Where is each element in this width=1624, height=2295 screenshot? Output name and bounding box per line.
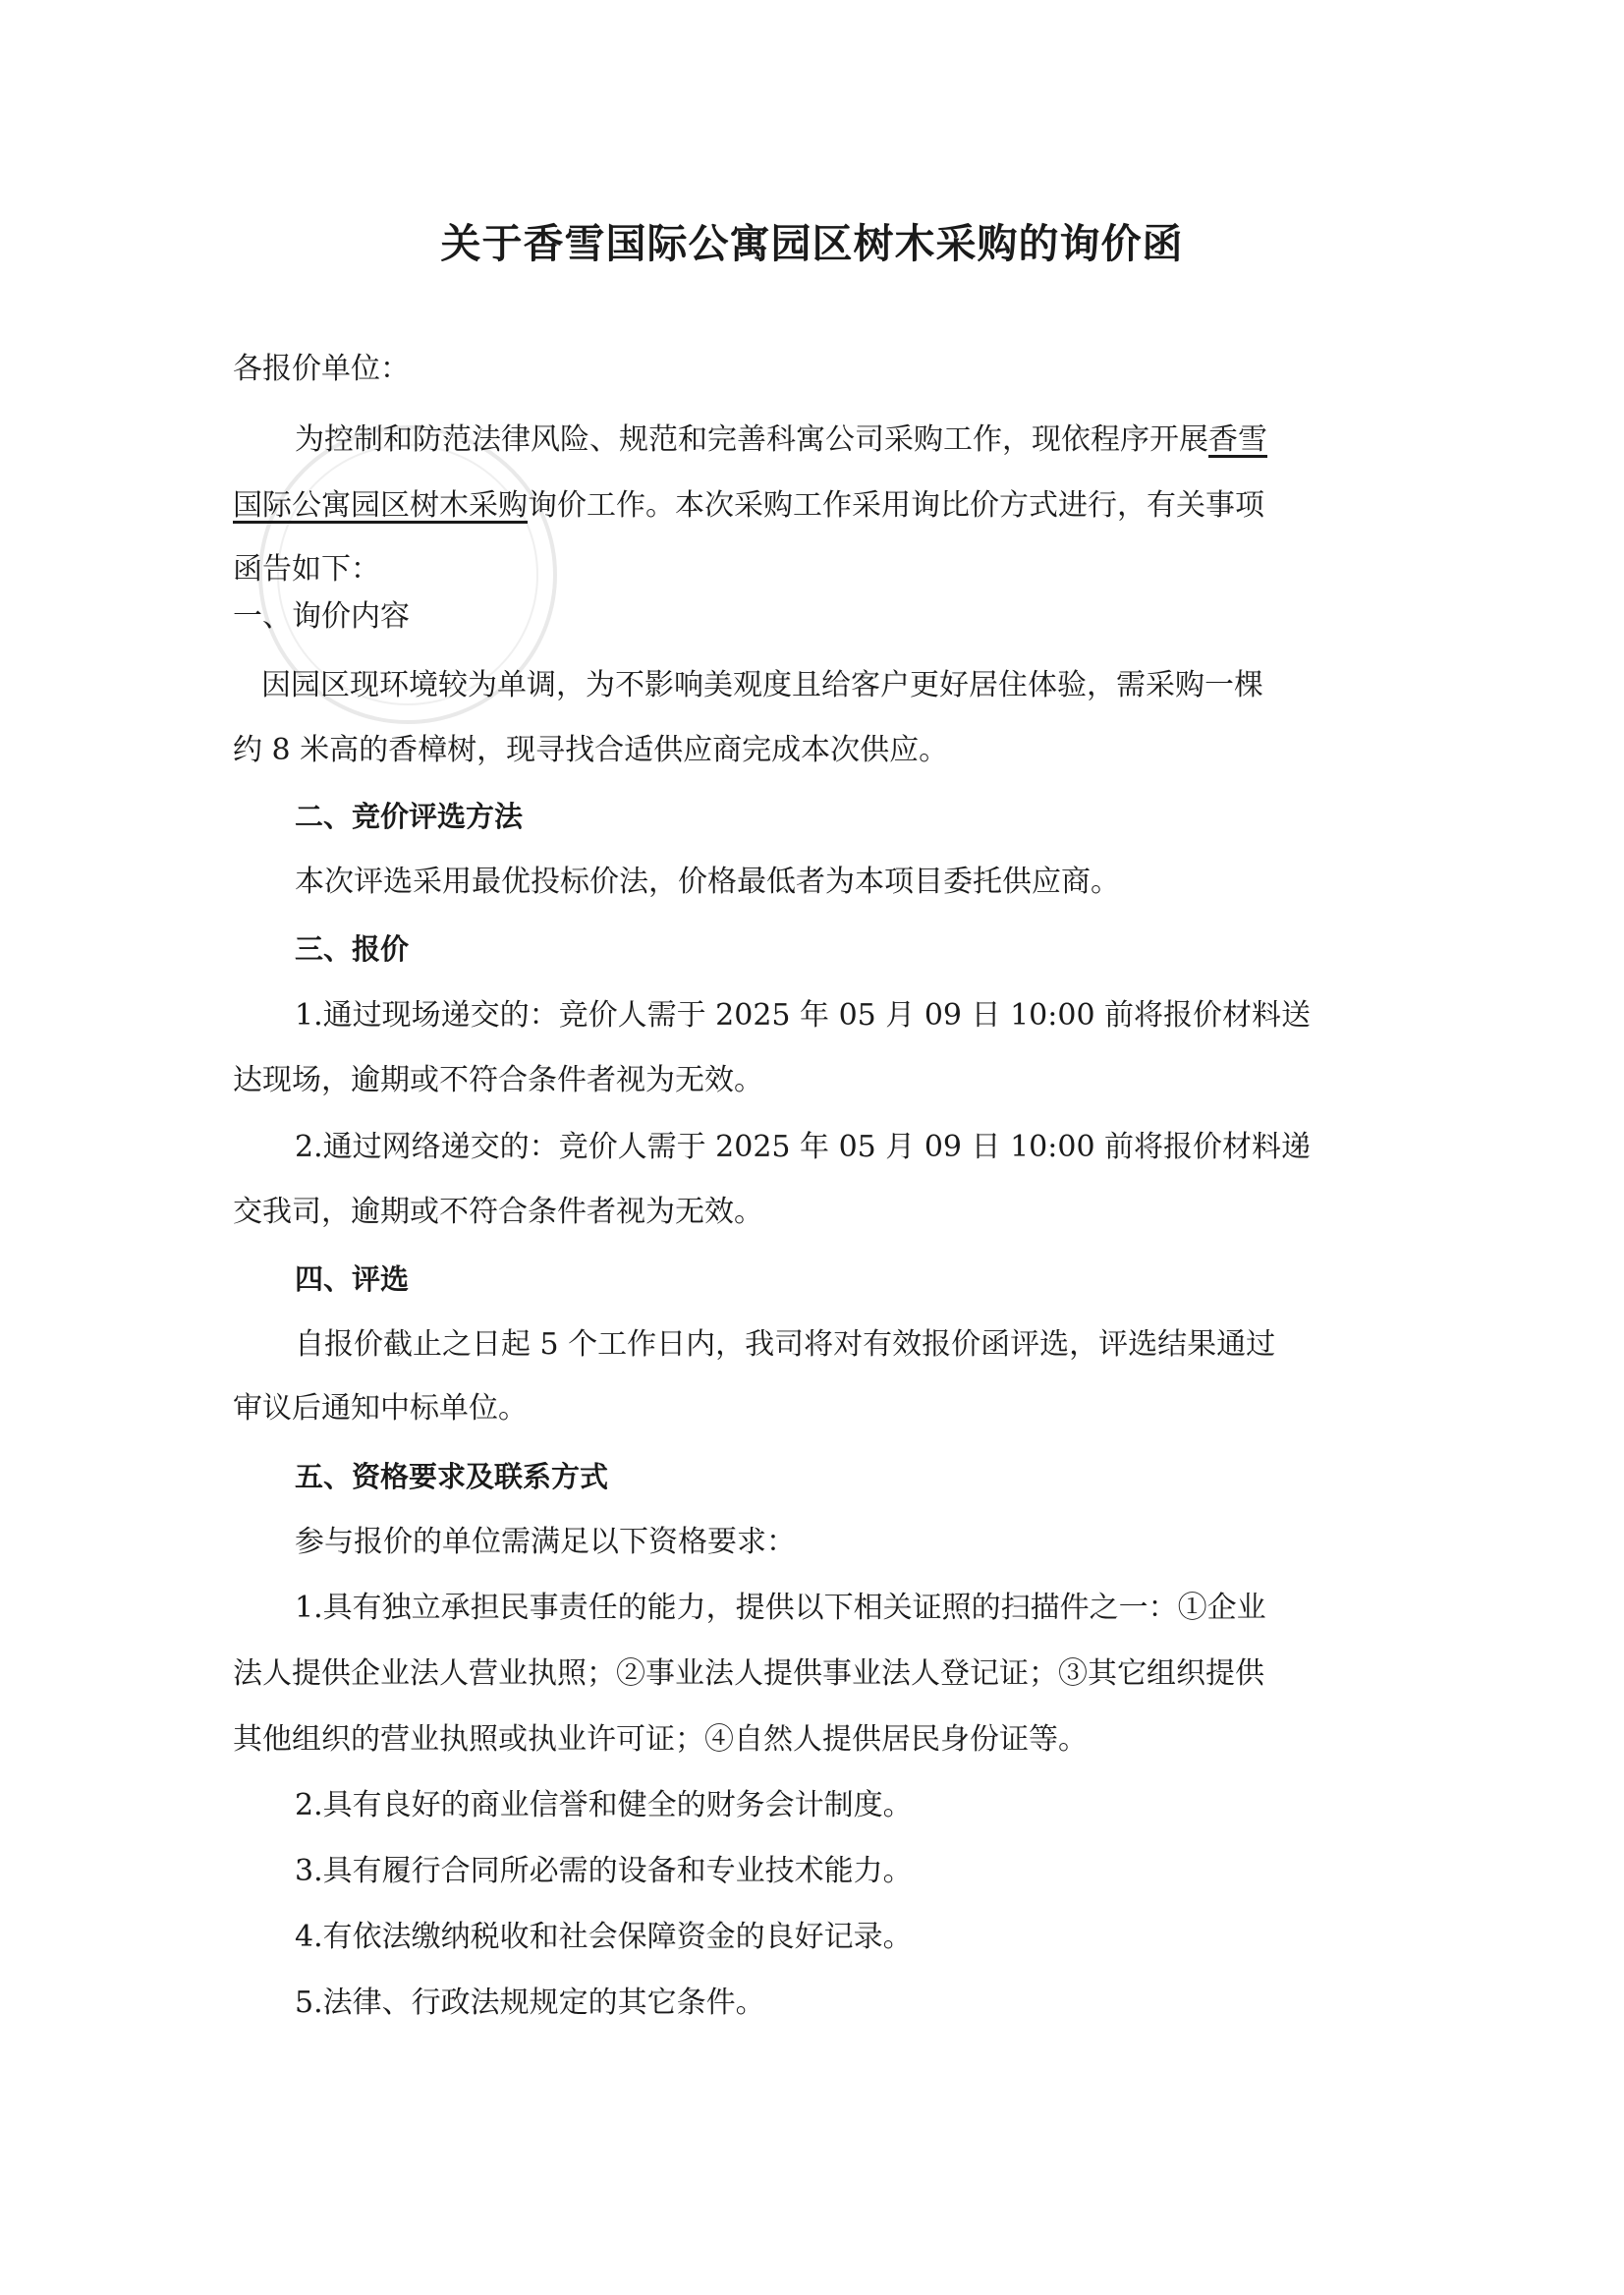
section-4-line-2: 审议后通知中标单位。 [233,1391,528,1426]
section-5-item-2: 2.具有良好的商业信誉和健全的财务会计制度。 [295,1788,913,1822]
salutation: 各报价单位： [233,352,410,386]
section-5-item-1-line-3: 其他组织的营业执照或执业许可证；④自然人提供居民身份证等。 [233,1722,1088,1757]
intro-text: 为控制和防范法律风险、规范和完善科寓公司采购工作，现依程序开展 [295,422,1208,457]
section-3-item-1-line-2: 达现场，逾期或不符合条件者视为无效。 [233,1063,763,1097]
section-4-heading: 四、评选 [295,1262,410,1296]
section-4-line-1: 自报价截止之日起 5 个工作日内，我司将对有效报价函评选，评选结果通过 [295,1327,1276,1362]
section-3-item-1-line-1: 1.通过现场递交的：竞价人需于 2025 年 05 月 09 日 10:00 前将报价材料送 [295,998,1312,1033]
section-5-item-1-line-1: 1.具有独立承担民事责任的能力，提供以下相关证照的扫描件之一：①企业 [295,1591,1266,1625]
intro-text: 询价工作。本次采购工作采用询比价方式进行，有关事项 [528,488,1264,523]
section-2-line-1: 本次评选采用最优投标价法，价格最低者为本项目委托供应商。 [295,865,1120,899]
section-3-heading: 三、报价 [295,932,410,966]
document-title: 关于香雪国际公寓园区树木采购的询价函 [440,220,1184,267]
intro-line-2 [233,486,1264,526]
section-5-item-5: 5.法律、行政法规规定的其它条件。 [295,1986,765,2020]
project-name-underlined: 香雪 [1208,422,1267,457]
section-1-line-2: 约 8 米高的香樟树，现寻找合适供应商完成本次供应。 [233,733,949,767]
section-5-heading: 五、资格要求及联系方式 [295,1460,609,1493]
section-3-item-2-line-2: 交我司，逾期或不符合条件者视为无效。 [233,1195,763,1229]
section-5-item-4: 4.有依法缴纳税收和社会保障资金的良好记录。 [295,1920,913,1954]
section-5-item-3: 3.具有履行合同所必需的设备和专业技术能力。 [295,1854,913,1888]
section-5-item-1-line-2: 法人提供企业法人营业执照；②事业法人提供事业法人登记证；③其它组织提供 [233,1656,1264,1691]
section-1-heading: 一、询价内容 [233,599,410,634]
section-5-intro: 参与报价的单位需满足以下资格要求： [295,1525,796,1559]
project-name-underlined: 国际公寓园区树木采购 [233,488,528,523]
intro-line-3: 函告如下： [233,552,380,587]
section-2-heading: 二、竞价评选方法 [295,800,524,833]
intro-line-1 [295,420,1267,460]
section-1-line-1: 因园区现环境较为单调，为不影响美观度且给客户更好居住体验，需采购一棵 [261,668,1263,702]
section-3-item-2-line-1: 2.通过网络递交的：竞价人需于 2025 年 05 月 09 日 10:00 前将报价材料递 [295,1130,1312,1164]
